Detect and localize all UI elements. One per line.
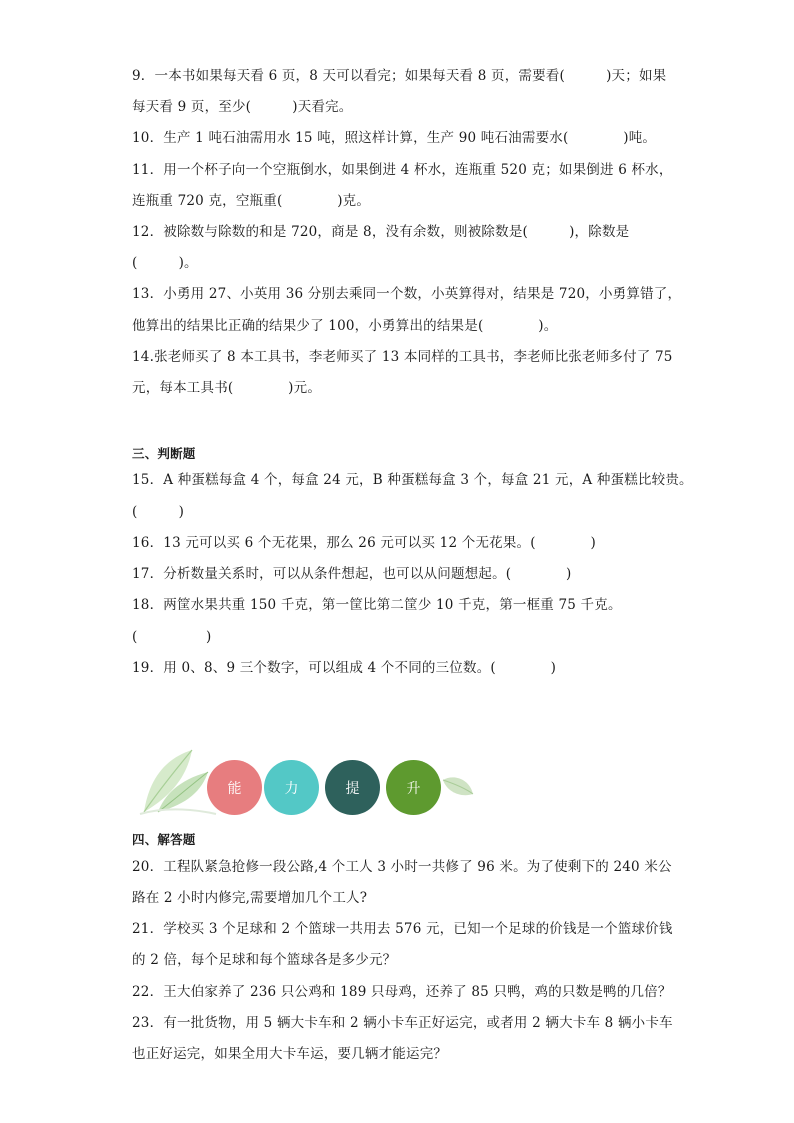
question-18-line-2: ( ) [132, 629, 212, 645]
question-20-line-1: 20．工程队紧急抢修一段公路,4 个工人 3 小时一共修了 96 米。为了使剩下的 240 米公 [132, 859, 672, 875]
question-11-line-1: 11．用一个杯子向一个空瓶倒水，如果倒进 4 杯水，连瓶重 520 克；如果倒进 6 杯水， [132, 162, 673, 178]
ability-circle-4: 升 [386, 760, 441, 815]
question-11-line-2: 连瓶重 720 克，空瓶重( )克。 [132, 193, 371, 209]
question-14-line-1: 14.张老师买了 8 本工具书，李老师买了 13 本同样的工具书，李老师比张老师多付了 75 [132, 349, 673, 365]
question-17: 17．分析数量关系时，可以从条件想起，也可以从问题想起。( ) [132, 566, 572, 582]
ability-circle-3: 提 [325, 760, 380, 815]
section-heading-judge: 三、判断题 [132, 446, 196, 461]
question-23-line-1: 23．有一批货物，用 5 辆大卡车和 2 辆小卡车正好运完，或者用 2 辆大卡车 8 辆小卡车 [132, 1015, 673, 1031]
question-15-line-1: 15．A 种蛋糕每盒 4 个，每盒 24 元，B 种蛋糕每盒 3 个，每盒 21 元，A 种蛋糕比较贵。 [132, 472, 693, 488]
question-22: 22．王大伯家养了 236 只公鸡和 189 只母鸡，还养了 85 只鸭，鸡的只数是鸭的几倍？ [132, 984, 672, 1000]
question-9-line-2: 每天看 9 页，至少( )天看完。 [132, 99, 353, 115]
question-18-line-1: 18．两筐水果共重 150 千克，第一筐比第二筐少 10 千克，第一框重 75 千克。 [132, 597, 622, 613]
question-9-line-1: 9．一本书如果每天看 6 页，8 天可以看完；如果每天看 8 页，需要看( )天；如果 [132, 68, 667, 84]
ability-circle-2: 力 [264, 760, 319, 815]
question-10: 10．生产 1 吨石油需用水 15 吨，照这样计算，生产 90 吨石油需要水( )吨。 [132, 130, 657, 146]
question-21-line-1: 21．学校买 3 个足球和 2 个篮球一共用去 576 元，已知一个足球的价钱是一个篮球价钱 [132, 921, 673, 937]
question-12-line-2: ( )。 [132, 255, 198, 271]
section-heading-answer: 四、解答题 [132, 832, 196, 847]
ability-banner [138, 746, 478, 816]
question-19: 19．用 0、8、9 三个数字，可以组成 4 个不同的三位数。( ) [132, 660, 557, 676]
question-21-line-2: 的 2 倍，每个足球和每个篮球各是多少元？ [132, 952, 397, 968]
leaf-decoration-icon [138, 746, 218, 816]
question-23-line-2: 也正好运完，如果全用大卡车运，要几辆才能运完？ [132, 1046, 448, 1062]
question-12-line-1: 12．被除数与除数的和是 720，商是 8，没有余数，则被除数是( )，除数是 [132, 224, 630, 240]
question-15-line-2: ( ) [132, 504, 185, 520]
question-20-line-2: 路在 2 小时内修完,需要增加几个工人? [132, 890, 368, 906]
question-13-line-1: 13．小勇用 27、小英用 36 分别去乘同一个数，小英算得对，结果是 720，小勇算错了， [132, 286, 682, 302]
question-13-line-2: 他算出的结果比正确的结果少了 100，小勇算出的结果是( )。 [132, 318, 558, 334]
question-14-line-2: 元，每本工具书( )元。 [132, 380, 322, 396]
question-16: 16．13 元可以买 6 个无花果，那么 26 元可以买 12 个无花果。( ) [132, 535, 596, 551]
ability-circle-1: 能 [207, 760, 262, 815]
small-leaf-icon [441, 774, 475, 800]
